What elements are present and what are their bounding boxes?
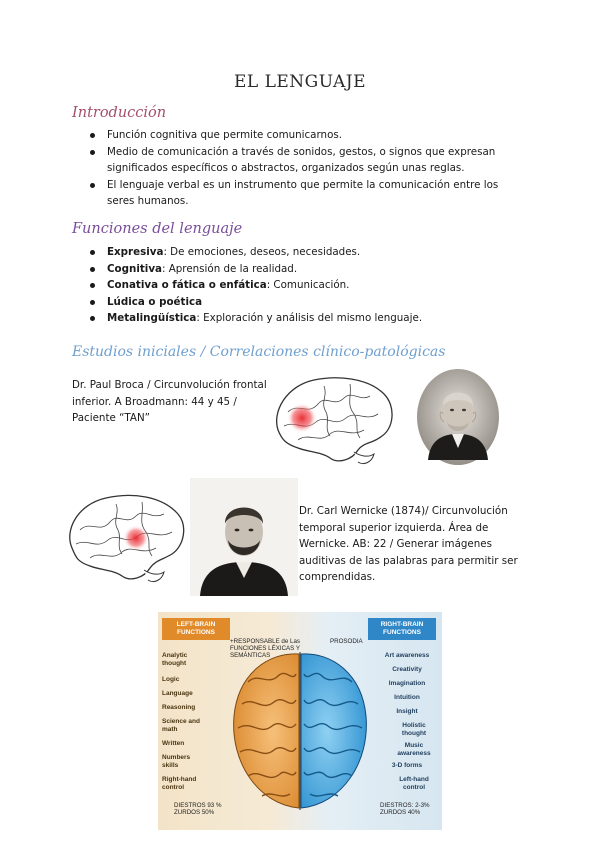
- right-item: Left-hand control: [399, 776, 429, 791]
- wernicke-paragraph: Dr. Carl Wernicke (1874)/ Circunvolución temporal superior izquierda. Área de Wernicke. AB: 22 / Generar imágenes auditivas de las palabras para permitir ser comprendidas.: [299, 505, 518, 583]
- list-item: [90, 277, 510, 294]
- heading-introduccion: Introducción: [72, 105, 167, 121]
- left-item: Language: [162, 690, 193, 697]
- list-item: [90, 261, 510, 278]
- right-item: Imagination: [388, 680, 426, 687]
- heading-funciones: Funciones del lenguaje: [72, 221, 243, 237]
- function-desc: : Aprensión de la realidad.: [161, 262, 298, 275]
- right-item: Holistic thought: [401, 722, 427, 737]
- stat-left: DIESTROS 93 % ZURDOS 50%: [174, 802, 222, 816]
- function-term: Conativa o fática o enfática: [107, 279, 267, 291]
- left-item: Written: [162, 740, 185, 747]
- right-item: Art awareness: [384, 652, 430, 659]
- stat-right: DIESTROS: 2-3% ZURDOS 40%: [380, 802, 430, 816]
- left-brain-title: LEFT-BRAIN FUNCTIONS: [162, 618, 230, 640]
- list-item: [90, 294, 510, 311]
- function-term: Lúdica o poética: [107, 295, 203, 308]
- function-term: Metalingüística: [107, 312, 197, 324]
- list-item: Función cognitiva que permite comunicarnos.: [90, 127, 510, 144]
- right-item: Insight: [396, 708, 418, 715]
- function-term: Cognitiva: [107, 262, 162, 275]
- right-brain-title: RIGHT-BRAIN FUNCTIONS: [368, 618, 436, 640]
- heading-estudios: Estudios iniciales / Correlaciones clínico-patológicas: [72, 344, 446, 360]
- intro-list: [90, 127, 510, 210]
- list-item: Medio de comunicación a través de sonidos, gestos, o signos que expresan significados específicos o abstractos, organizados según unas reglas.: [90, 144, 510, 177]
- portrait-paul-broca: [416, 368, 500, 466]
- left-item: Right-hand control: [162, 776, 197, 791]
- right-item: 3-D forms: [391, 762, 423, 769]
- brain-sketch-wernicke: [60, 488, 190, 588]
- brain-sketch-broca: [268, 372, 398, 470]
- right-item: Creativity: [392, 666, 422, 673]
- function-term: Expresiva: [107, 246, 164, 258]
- note-lexical: +RESPONSABLE de Las FUNCIONES LÉXICAS Y SEMÁNTICAS: [230, 638, 300, 659]
- function-desc: : De emociones, deseos, necesidades.: [163, 246, 361, 258]
- function-desc: : Exploración y análisis del mismo lenguaje.: [196, 312, 423, 324]
- left-item: Numbers skills: [162, 754, 191, 769]
- list-item: [90, 310, 510, 327]
- left-item: Reasoning: [162, 704, 196, 711]
- list-item: [90, 244, 510, 261]
- note-prosodia: PROSODIA: [330, 638, 363, 645]
- functions-list: [90, 244, 510, 327]
- list-item: El lenguaje verbal es un instrumento que permite la comunicación entre los seres humanos.: [90, 177, 510, 210]
- left-item: Analytic thought: [162, 652, 188, 667]
- brain-functions-infographic: [158, 612, 442, 830]
- left-item: Logic: [162, 676, 180, 683]
- right-item: Intuition: [394, 694, 420, 701]
- left-item: Science and math: [162, 718, 200, 733]
- right-item: Music awareness: [397, 742, 431, 757]
- function-desc: : Comunicación.: [266, 279, 350, 291]
- document-title: EL LENGUAJE: [233, 72, 367, 92]
- broca-paragraph: Dr. Paul Broca / Circunvolución frontal inferior. A Broadmann: 44 y 45 / Paciente “TAN”: [72, 379, 267, 424]
- portrait-carl-wernicke: [190, 478, 298, 596]
